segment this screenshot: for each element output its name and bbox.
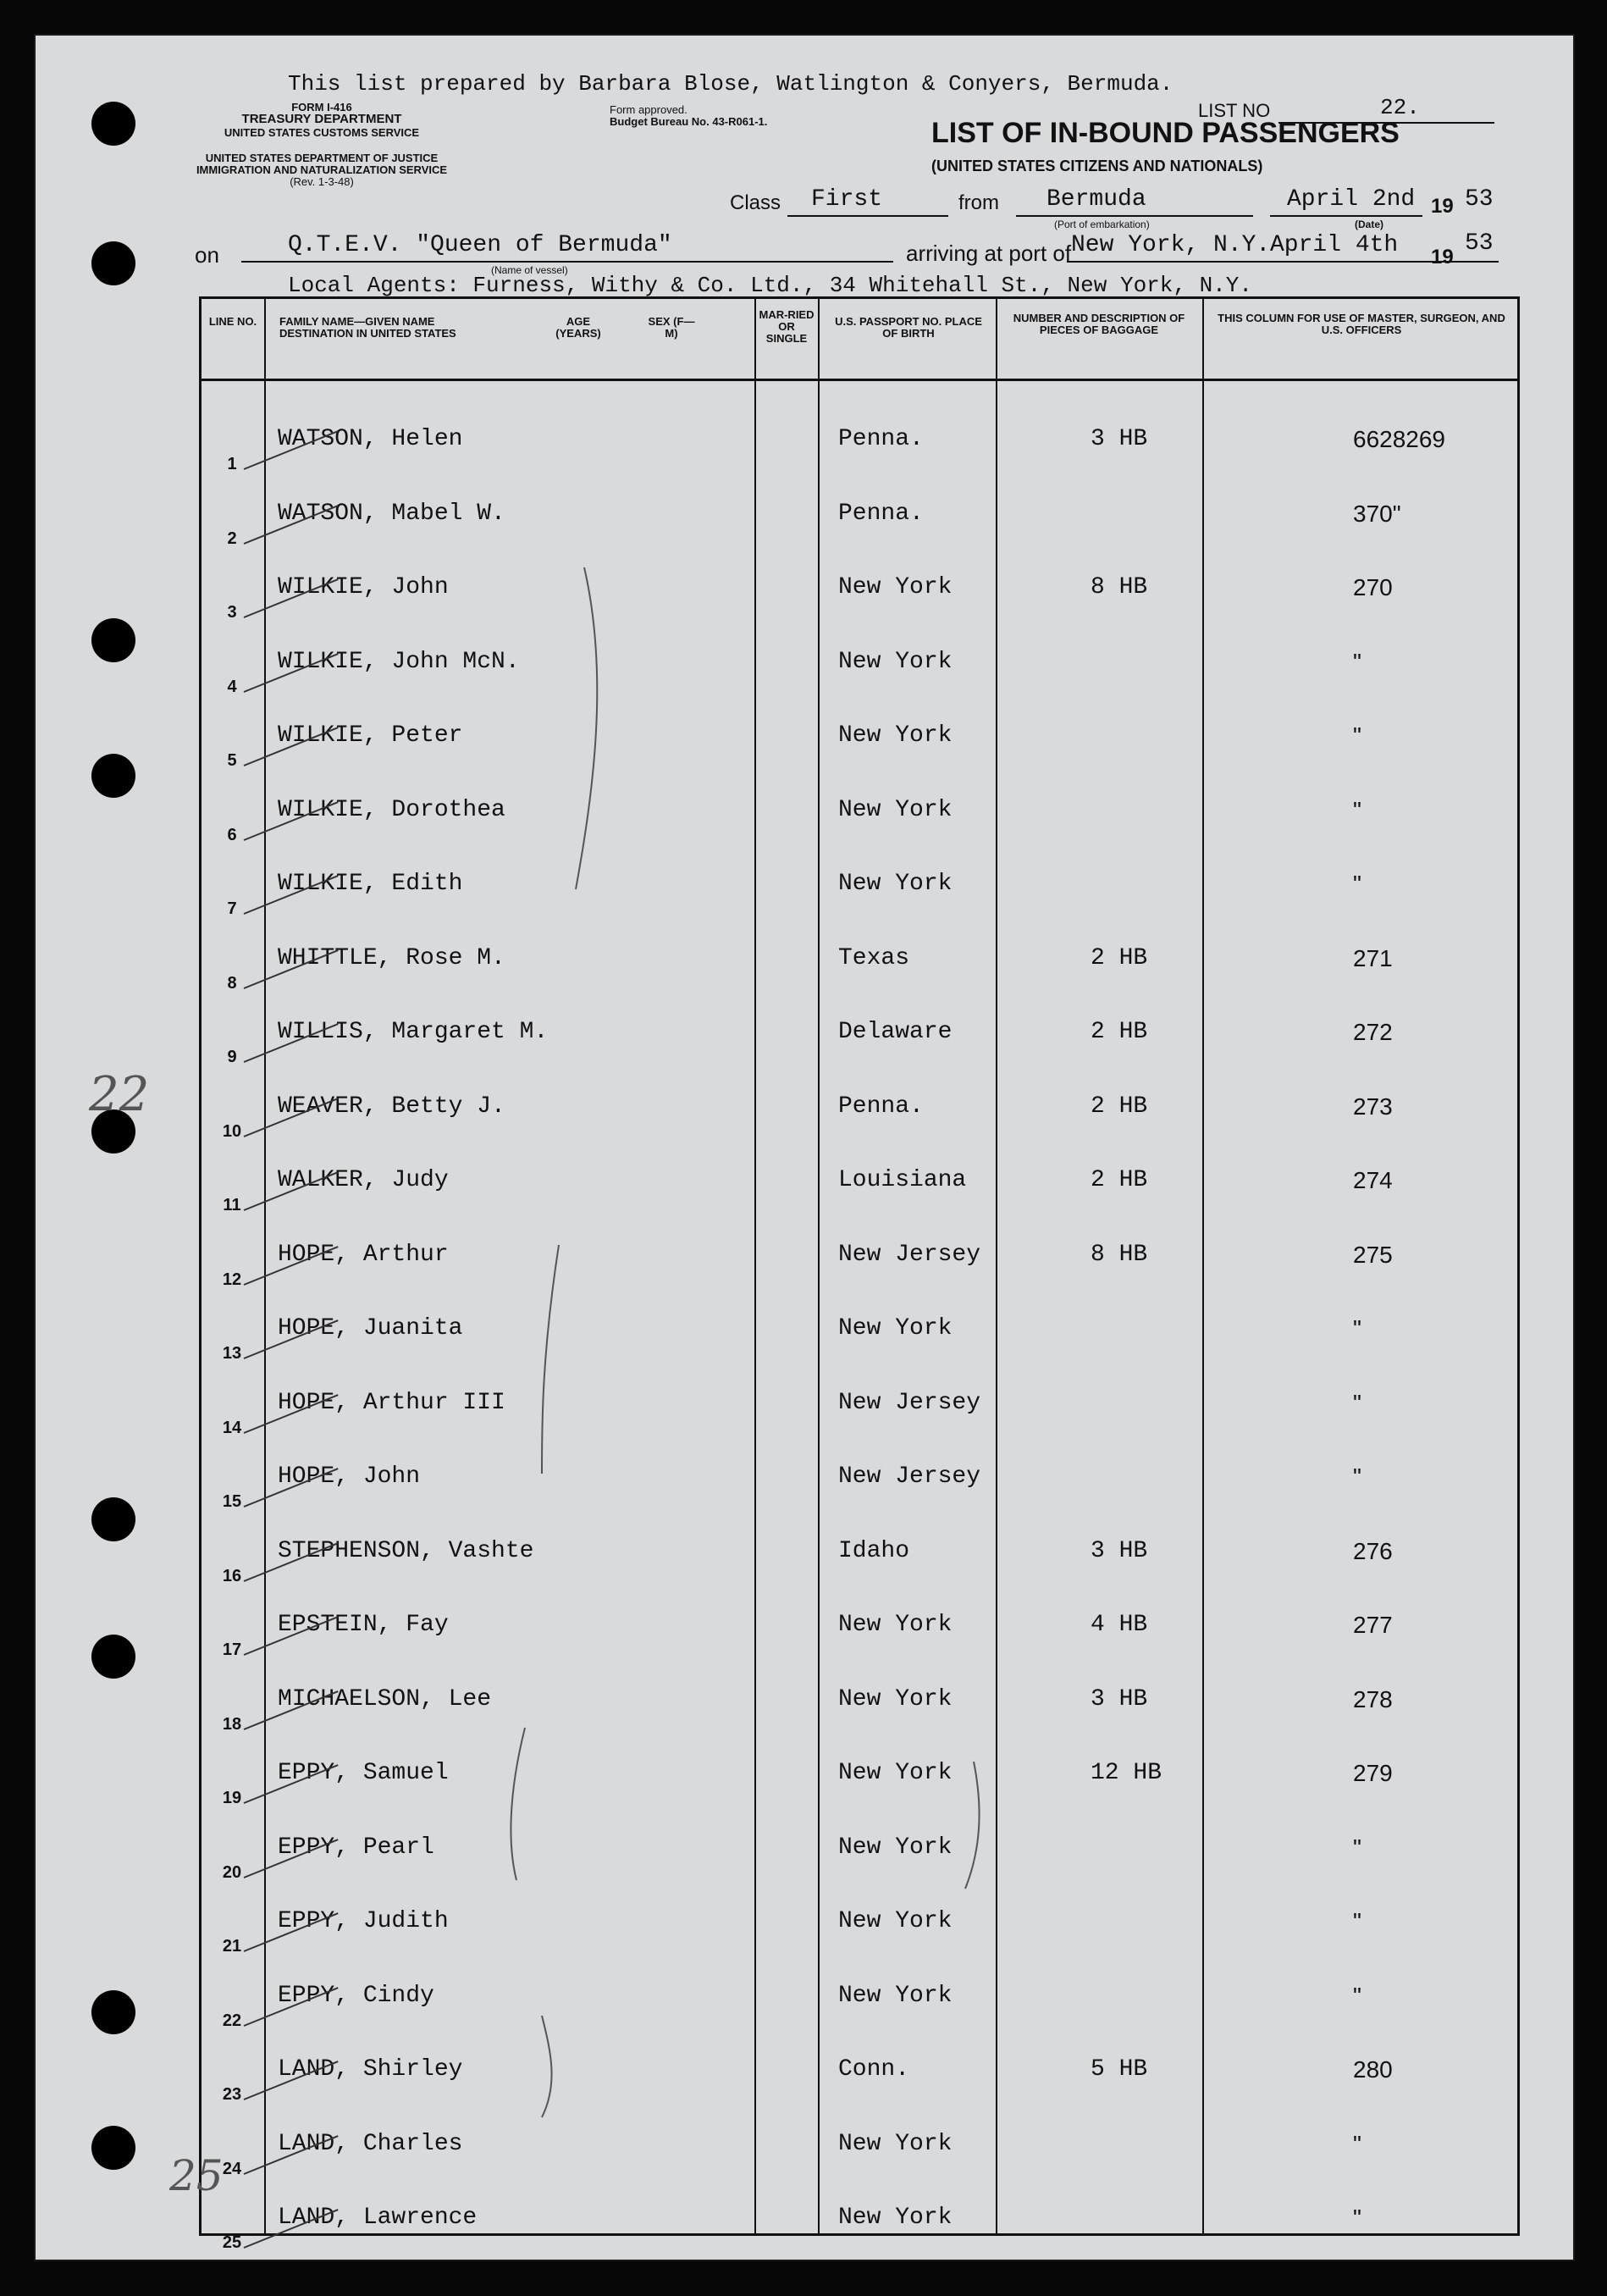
line-number: 25 bbox=[222, 2233, 242, 2252]
officer-number: " bbox=[1353, 1315, 1361, 1342]
place-of-birth: Idaho bbox=[838, 1537, 910, 1564]
officer-number: " bbox=[1353, 722, 1361, 749]
passenger-name: LAND, Shirley bbox=[278, 2056, 463, 2083]
line-number: 13 bbox=[222, 1344, 242, 1363]
form-number: FORM I-416 bbox=[291, 101, 352, 113]
passenger-name: MICHAELSON, Lee bbox=[278, 1685, 492, 1712]
customs-service: UNITED STATES CUSTOMS SERVICE bbox=[224, 126, 420, 139]
passenger-name: EPPY, Samuel bbox=[278, 1760, 449, 1786]
line-number: 20 bbox=[222, 1862, 242, 1882]
passenger-name: LAND, Charles bbox=[278, 2130, 463, 2157]
passenger-name: WEAVER, Betty J. bbox=[278, 1093, 505, 1120]
vessel-name: Q.T.E.V. "Queen of Bermuda" bbox=[288, 232, 672, 258]
list-no-value: 22. bbox=[1380, 95, 1420, 120]
line-number: 18 bbox=[222, 1714, 242, 1734]
col-line-no: LINE NO. bbox=[208, 315, 257, 328]
arrival-port: New York, N.Y. bbox=[1071, 232, 1271, 258]
year-suffix: 53 bbox=[1465, 186, 1494, 213]
place-of-birth: Penna. bbox=[838, 1093, 924, 1120]
line-number: 3 bbox=[227, 603, 237, 622]
officer-number: " bbox=[1353, 2205, 1361, 2231]
place-of-birth: New York bbox=[838, 1612, 953, 1638]
department-of-justice: UNITED STATES DEPARTMENT OF JUSTICE bbox=[205, 152, 439, 164]
place-of-birth: New York bbox=[838, 1908, 953, 1934]
baggage: 2 HB bbox=[1091, 1019, 1148, 1045]
line-number: 12 bbox=[222, 1270, 242, 1289]
passenger-name: WATSON, Mabel W. bbox=[278, 500, 505, 527]
place-of-birth: New Jersey bbox=[838, 1241, 981, 1268]
place-of-birth: New York bbox=[838, 1685, 953, 1712]
passenger-name: LAND, Lawrence bbox=[278, 2205, 478, 2231]
officer-number: " bbox=[1353, 1463, 1361, 1490]
officer-number: 370" bbox=[1353, 500, 1401, 527]
baggage: 3 HB bbox=[1091, 426, 1148, 452]
budget-bureau: Budget Bureau No. 43-R061-1. bbox=[610, 115, 768, 128]
arriving-label: arriving at port of bbox=[906, 241, 1072, 266]
officer-number: 280 bbox=[1353, 2056, 1393, 2083]
line-number: 7 bbox=[227, 899, 237, 918]
line-number: 4 bbox=[227, 677, 237, 696]
list-no-label: LIST NO bbox=[1198, 100, 1271, 121]
place-of-birth: Louisiana bbox=[838, 1167, 967, 1193]
line-number: 5 bbox=[227, 751, 237, 770]
embarkation-date: April 2nd bbox=[1287, 186, 1416, 213]
place-of-birth: Texas bbox=[838, 944, 910, 971]
place-of-birth: Penna. bbox=[838, 426, 924, 452]
line-number: 16 bbox=[222, 1566, 242, 1585]
port-caption: (Port of embarkation) bbox=[1054, 219, 1150, 230]
passenger-name: WILKIE, John McN. bbox=[278, 648, 520, 675]
passenger-name: HOPE, Juanita bbox=[278, 1315, 463, 1342]
place-of-birth: Delaware bbox=[838, 1019, 953, 1045]
officer-number: " bbox=[1353, 2130, 1361, 2157]
from-label: from bbox=[958, 191, 999, 214]
officer-number: 275 bbox=[1353, 1241, 1393, 1268]
place-of-birth: New York bbox=[838, 722, 953, 749]
officer-number: 6628269 bbox=[1353, 426, 1446, 452]
line-number: 14 bbox=[222, 1418, 242, 1437]
arrival-year-prefix: 19 bbox=[1431, 246, 1454, 268]
col-sex: SEX (F—M) bbox=[648, 315, 695, 340]
passenger-name: HOPE, Arthur bbox=[278, 1241, 449, 1268]
vessel-caption: (Name of vessel) bbox=[491, 264, 568, 276]
document-subtitle: (UNITED STATES CITIZENS AND NATIONALS) bbox=[931, 158, 1263, 174]
passenger-name: EPPY, Cindy bbox=[278, 1982, 434, 2009]
passenger-manifest-page bbox=[34, 34, 1575, 2261]
line-number: 10 bbox=[222, 1121, 242, 1141]
line-number: 21 bbox=[222, 1937, 242, 1956]
class-label: Class bbox=[730, 191, 781, 214]
baggage: 2 HB bbox=[1091, 944, 1148, 971]
passenger-name: WILLIS, Margaret M. bbox=[278, 1019, 549, 1045]
line-number: 19 bbox=[222, 1789, 242, 1807]
officer-number: 277 bbox=[1353, 1612, 1393, 1638]
form-approved: Form approved. bbox=[610, 103, 688, 116]
officer-number: 279 bbox=[1353, 1760, 1393, 1786]
place-of-birth: New York bbox=[838, 1315, 953, 1342]
officer-number: 278 bbox=[1353, 1685, 1393, 1712]
col-officers: THIS COLUMN FOR USE OF MASTER, SURGEON, AND U.S. OFFICERS bbox=[1218, 312, 1505, 336]
port-of-embarkation: Bermuda bbox=[1046, 186, 1146, 213]
place-of-birth: New Jersey bbox=[838, 1389, 981, 1416]
prepared-by-line: This list prepared by Barbara Blose, Watlington & Conyers, Bermuda. bbox=[288, 71, 1173, 97]
baggage: 3 HB bbox=[1091, 1685, 1148, 1712]
passenger-name: WHITTLE, Rose M. bbox=[278, 944, 505, 971]
place-of-birth: New York bbox=[838, 1982, 953, 2009]
col-baggage: NUMBER AND DESCRIPTION OF PIECES OF BAGGAGE bbox=[1013, 312, 1185, 336]
baggage: 3 HB bbox=[1091, 1537, 1148, 1564]
arrival-year-suffix: 53 bbox=[1465, 230, 1494, 257]
revision-date: (Rev. 1-3-48) bbox=[290, 175, 354, 188]
line-number: 15 bbox=[222, 1492, 242, 1511]
place-of-birth: New York bbox=[838, 574, 953, 600]
col-married: MAR-RIED OR SINGLE bbox=[759, 308, 815, 345]
line-number: 2 bbox=[227, 528, 237, 548]
passenger-name: EPSTEIN, Fay bbox=[278, 1612, 449, 1638]
margin-note: 22 bbox=[89, 1067, 150, 1122]
on-label: on bbox=[195, 242, 219, 268]
passenger-name: WILKIE, John bbox=[278, 574, 449, 600]
passenger-name: WALKER, Judy bbox=[278, 1167, 449, 1193]
place-of-birth: New York bbox=[838, 1834, 953, 1861]
local-agents: Local Agents: Furness, Withy & Co. Ltd., 34 Whitehall St., New York, N.Y. bbox=[288, 273, 1252, 298]
passenger-name: EPPY, Pearl bbox=[278, 1834, 434, 1861]
col-family-name: FAMILY NAME—GIVEN NAME DESTINATION IN UNITED STATES bbox=[279, 315, 456, 340]
line-number: 23 bbox=[222, 2085, 242, 2104]
col-passport: U.S. PASSPORT NO. PLACE OF BIRTH bbox=[835, 315, 982, 340]
line-number: 9 bbox=[227, 1048, 237, 1066]
passenger-name: WILKIE, Dorothea bbox=[278, 796, 505, 823]
passenger-name: HOPE, John bbox=[278, 1463, 421, 1490]
treasury-department: TREASURY DEPARTMENT bbox=[241, 112, 402, 126]
place-of-birth: New York bbox=[838, 648, 953, 675]
officer-number: 270 bbox=[1353, 574, 1393, 600]
line-number: 1 bbox=[227, 455, 237, 473]
officer-number: " bbox=[1353, 1389, 1361, 1416]
officer-number: 271 bbox=[1353, 944, 1393, 971]
line-number: 6 bbox=[227, 825, 237, 844]
officer-number: " bbox=[1353, 1908, 1361, 1934]
baggage: 8 HB bbox=[1091, 574, 1148, 600]
date-caption: (Date) bbox=[1355, 219, 1384, 230]
officer-number: 274 bbox=[1353, 1167, 1393, 1193]
passenger-name: HOPE, Arthur III bbox=[278, 1389, 505, 1416]
passenger-name: WATSON, Helen bbox=[278, 426, 463, 452]
line-number: 8 bbox=[227, 973, 237, 993]
place-of-birth: Conn. bbox=[838, 2056, 910, 2083]
line-number: 24 bbox=[222, 2159, 242, 2178]
line-number: 11 bbox=[223, 1196, 241, 1214]
line-number: 22 bbox=[222, 2011, 242, 2030]
document-title: LIST OF IN-BOUND PASSENGERS bbox=[931, 117, 1400, 149]
baggage: 8 HB bbox=[1091, 1241, 1148, 1268]
place-of-birth: New York bbox=[838, 871, 953, 897]
officer-number: 276 bbox=[1353, 1537, 1393, 1564]
passenger-name: WILKIE, Edith bbox=[278, 871, 463, 897]
officer-number: " bbox=[1353, 1834, 1361, 1861]
place-of-birth: New Jersey bbox=[838, 1463, 981, 1490]
officer-number: 273 bbox=[1353, 1093, 1393, 1120]
line-number: 17 bbox=[222, 1640, 242, 1659]
place-of-birth: New York bbox=[838, 2130, 953, 2157]
baggage: 12 HB bbox=[1091, 1760, 1162, 1786]
immigration-service: IMMIGRATION AND NATURALIZATION SERVICE bbox=[196, 163, 448, 176]
baggage: 2 HB bbox=[1091, 1093, 1148, 1120]
officer-number: " bbox=[1353, 1982, 1361, 2009]
place-of-birth: Penna. bbox=[838, 500, 924, 527]
baggage: 2 HB bbox=[1091, 1167, 1148, 1193]
margin-note: 25 bbox=[169, 2151, 224, 2200]
baggage: 4 HB bbox=[1091, 1612, 1148, 1638]
handwritten-marks bbox=[34, 34, 1575, 2261]
place-of-birth: New York bbox=[838, 796, 953, 823]
officer-number: 272 bbox=[1353, 1019, 1393, 1045]
baggage: 5 HB bbox=[1091, 2056, 1148, 2083]
passenger-name: WILKIE, Peter bbox=[278, 722, 463, 749]
place-of-birth: New York bbox=[838, 2205, 953, 2231]
passenger-name: STEPHENSON, Vashte bbox=[278, 1537, 534, 1564]
arrival-date: April 4th bbox=[1270, 232, 1399, 258]
officer-number: " bbox=[1353, 871, 1361, 897]
place-of-birth: New York bbox=[838, 1760, 953, 1786]
officer-number: " bbox=[1353, 796, 1361, 823]
year-prefix: 19 bbox=[1431, 195, 1454, 218]
col-age: AGE (YEARS) bbox=[555, 315, 601, 340]
officer-number: " bbox=[1353, 648, 1361, 675]
passenger-name: EPPY, Judith bbox=[278, 1908, 449, 1934]
class-value: First bbox=[811, 186, 883, 213]
